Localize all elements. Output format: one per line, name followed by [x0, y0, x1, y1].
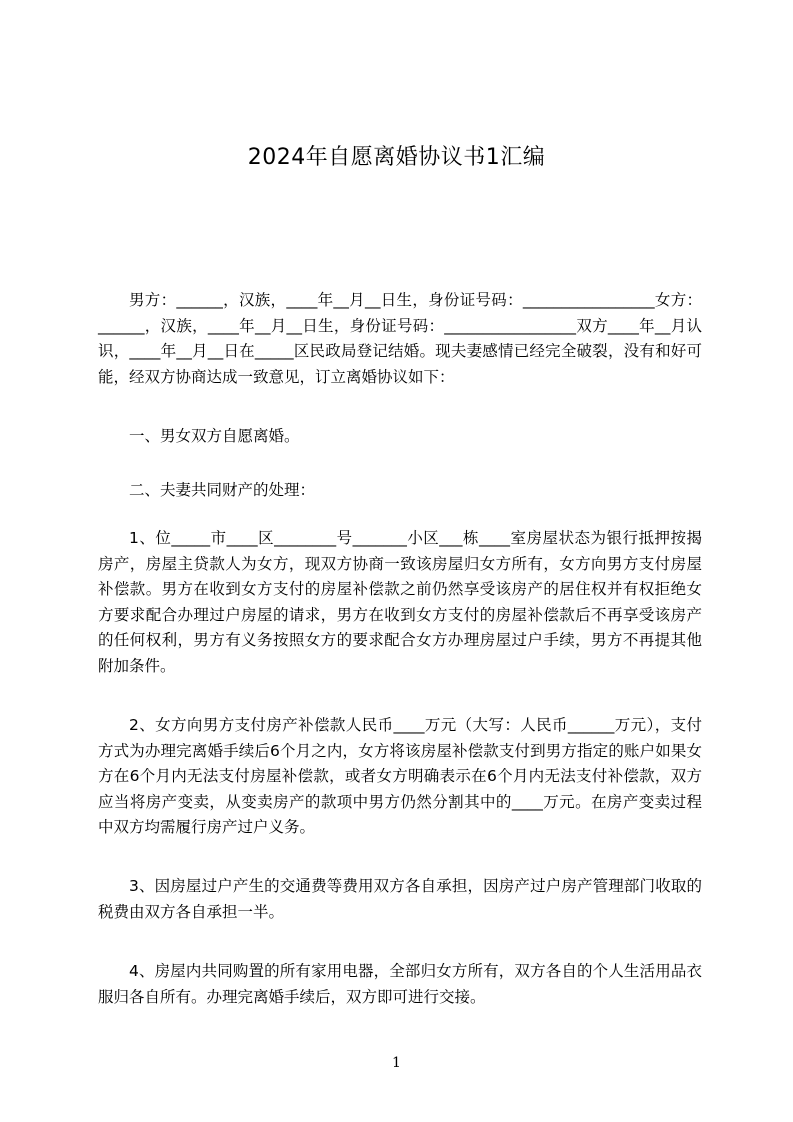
paragraph-text: 1、位_____市____区________号_______小区___栋____室房屋状态为银行抵押按揭房产，房屋主贷款人为女方，现双方协商一致该房屋归女方所有，女方向男方支付房屋补偿款。男方在收到女方支付的房屋补偿款之前仍然享受该房产的居住权并有权拒绝女方要求配合办理过户房屋的请求，男方在收到女方支付的房屋补偿款后不再享受该房产的任何权利，男方有义务按照女方的要求配合女方办理房屋过户手续，男方不再提其他附加条件。 [98, 529, 702, 675]
paragraph-parties [98, 288, 702, 390]
document-title: 2024年自愿离婚协议书1汇编 [247, 145, 546, 170]
paragraph-text: 二、夫妻共同财产的处理： [129, 481, 316, 499]
paragraph-text: 3、因房屋过户产生的交通费等费用双方各自承担，因房产过户房产管理部门收取的税费由双方各自承担一半。 [98, 877, 702, 921]
page-number: 1 [392, 1055, 401, 1071]
paragraph-clause-1 [98, 424, 702, 450]
paragraph-clause-2 [98, 478, 702, 504]
paragraph-item-3 [98, 874, 702, 925]
paragraph-item-4 [98, 959, 702, 1010]
paragraph-text: 一、男女双方自愿离婚。 [129, 427, 300, 445]
paragraph-text: 2、女方向男方支付房产补偿款人民币____万元（大写：人民币______万元），支付方式为办理完离婚手续后6个月之内，女方将该房屋补偿款支付到男方指定的账户如果女方在6个月内无法支付房屋补偿款，或者女方明确表示在6个月内无法支付补偿款，双方应当将房产变卖，从变卖房产的款项中男方仍然分割其中的____万元。在房产变卖过程中双方均需履行房产过户义务。 [98, 716, 702, 836]
paragraph-text: 4、房屋内共同购置的所有家用电器，全部归女方所有，双方各自的个人生活用品衣服归各自所有。办理完离婚手续后，双方即可进行交接。 [98, 962, 702, 1006]
paragraph-item-1 [98, 526, 702, 679]
paragraph-text: 男方：______，汉族，____年__月__日生，身份证号码：_________________女方：______，汉族，____年__月__日生，身份证号码：_________________双方____年__月认识，____年__月__日在_____区民政局登记结婚。现夫妻感情已经完全破裂，没有和好可能，经双方协商达成一致意见，订立离婚协议如下： [98, 291, 702, 386]
paragraph-item-2 [98, 713, 702, 841]
